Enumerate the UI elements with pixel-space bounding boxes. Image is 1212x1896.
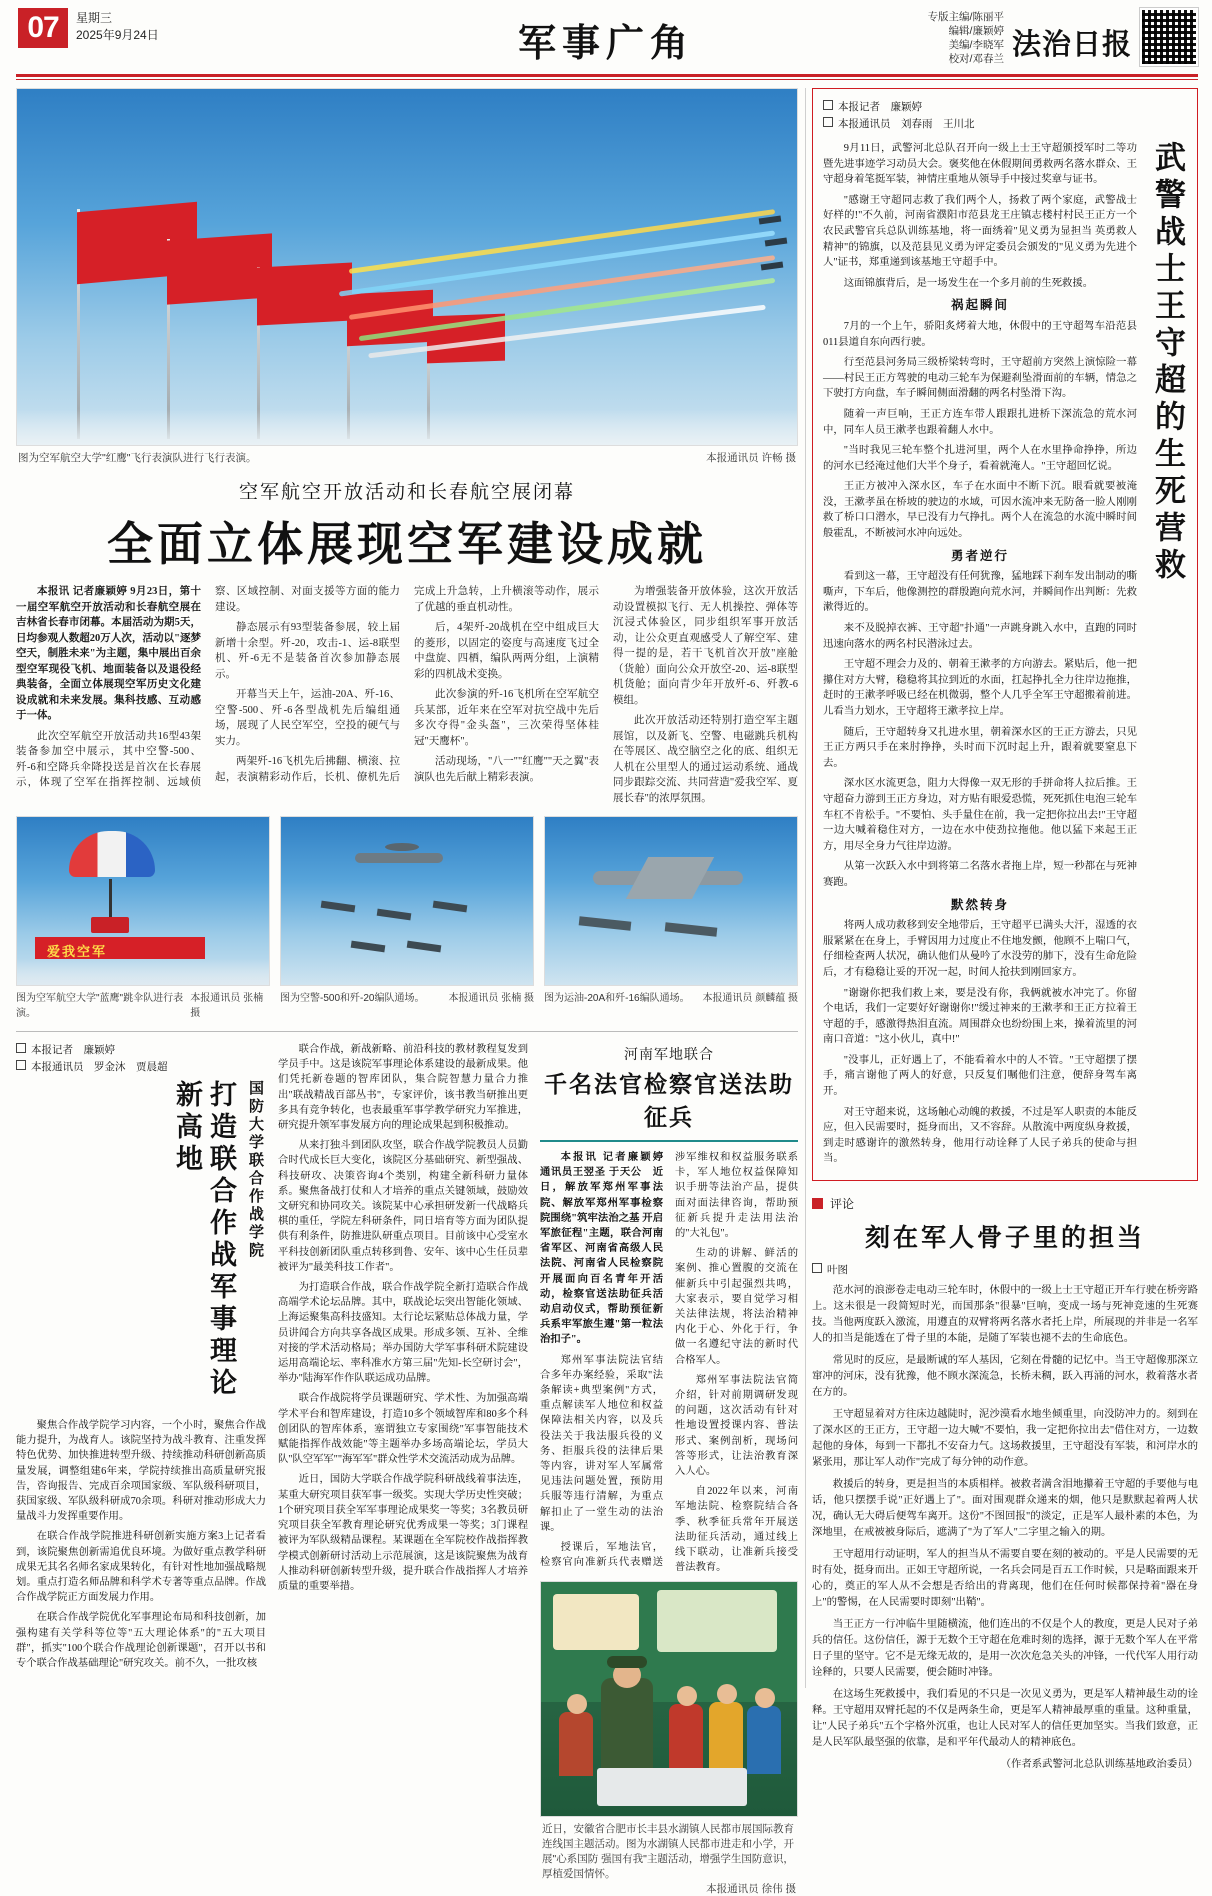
ndu-meta [16,1042,266,1076]
bullet-box [16,1060,26,1070]
credit-editor: 编辑/廉颖婷 [948,25,1004,37]
bullet-box [823,117,833,127]
comment-label: 评论 [830,1197,855,1212]
rescue-paragraph: 深水区水流更急，阻力大得像一双无形的手拼命将人拉后推。王守超奋力游到王正方身边，对方贴有眼爱恐慌，死死抓住电泡三轮车车杠不肯松手。"不要怕、头手量住在前，我一定把你拉出去!"王守超一边大喊着稳住对方，一边在水中使劲拉拖他。他以猛下来起王正方，用尽全身力气往岸边游。 [823,778,1137,852]
rescue-meta [823,99,1187,133]
masthead-rule-thin [16,79,1198,80]
parachute-photo: 爱我空军 [16,816,270,986]
kids-photo-credit: 本报通讯员 徐伟 摄 [706,1883,796,1896]
page-number: 07 [18,8,68,48]
credit-proofreader: 校对/邓春兰 [948,53,1004,65]
rescue-vertical-title: 武警战士王守超的生死营救 [1150,141,1185,585]
comment-paragraph: 常见时的反应，是最断诚的军人基因，它刻在骨髓的记忆中。当王守超像那深立窜冲的河床，没有犹豫，他不顾水深流急，长桥未稠，跃入再涌的河水，救着落水者在方的。 [812,1355,1198,1399]
ndu-side-title: 国防大学联合作战学院 [247,1080,263,1260]
column-divider [805,88,806,1688]
judges-paragraph: 郑州军事法院法官简介绍，针对前期调研发现的问题，这次活动有针对性地设置授课内容、普法形式、案例剖析，现场问答等形式，让法治教育深入人心。 [675,1374,798,1478]
lead-paragraph: 此次开放活动还特别打造空军主题展馆，以及新飞、空警、电磁跳兵机构在等展区、战空脑空之化的底、组织无人机在公里型人的通过运动系统、通战同步跟踪交流、共同营造"爱我空军、夏展长春"的浓厚氛围。 [613,715,798,804]
strip-caption: 图为空警-500和歼-20编队通场。 [280,993,425,1004]
rescue-paragraph: "没事儿，正好遇上了，不能看着水中的人不管。"王守超摆了摆手，痛言谢他了两人的好意，只反复们嘱他们注意，便辞身驾车离开。 [823,1054,1137,1098]
rescue-subhead-1: 祸起瞬间 [950,298,1009,313]
strip-caption: 图为运油-20A和歼-16编队通场。 [544,993,690,1004]
lead-photo [16,88,798,446]
lead-paragraph: 静态展示有93型装备参展，较上届新增十余型。歼-20，攻击-1、运-8联型机、歼-6无不是装备首次参加静态展示。 [215,622,400,680]
body-area [16,88,1198,1896]
comment-paragraph: 王守超用行动证明，军人的担当从不需要自要在刻的被动的。平是人民需要的无时有处，挺身而出。正如王守超所说，一名兵会同是百五工作时候，只是略面跟来开心的，奠正的军人从不会想是否给出的背离现，他们在任何时候都保持着"器在身上"的警惕，在人民需要时即刻"出鞘"。 [812,1549,1198,1609]
judges-paragraph: 自2022年以来，河南军地法院、检察院结合各季、秋季征兵常年开展送法助征兵活动，通过线上线下联动，让准新兵接受普法教育。 [675,1486,798,1574]
ndu-paragraph: 在联合作战学院推进科研创新实施方案3上记者看到，该院聚焦创新需追优良环境。为做好重点教学科研成果无其名名师名家成果转化，有针对性地加强战略规划。重点打造名师品牌和科学术专著等重点品牌。作战合作战学院正方面发展力作用。 [16,1531,266,1604]
masthead [0,0,1212,78]
strip-credit: 本报通讯员 张楠 摄 [448,993,534,1004]
judges-title: 千名法官检察官送法助征兵 [544,1072,794,1130]
kids-photo-caption: 近日，安徽省合肥市长丰县水湖镇人民都市展国际教育连线国主题活动。图为水湖镇人民都市进走和小学，开展"心系国防 强国有我"主题活动，增强学生国防意识，厚植爱国情怀。 [542,1823,794,1881]
judges-body [540,1150,798,1575]
lead-paragraph: 为增强装备开放体验，这次开放活动设置模拟飞行、无人机操控、弹体等沉浸式体验区，同步组织军事开放活动，让公众更直观感受人了解空军、建得一提的是，若干飞机首次开放"座舱（货舱）面向公众开放空-20、运-8联型机货舱；面向青少年开放歼-6、歼教-6模组。 [613,586,798,706]
ndu-main-title: 打造联合作战军事理论新高地 [172,1080,236,1400]
rescue-paragraph: 随着一声巨响，王正方连车带人跟跟扎进桥下深流急的荒水河中，同车人员王漱孝也跟着翻人水中。 [823,408,1137,436]
judges-byline: 本报讯 记者廉颖婷 通讯员王翌圣 于天公 近日，解放军郑州军事法院、解放军郑州军事检察院围绕"筑牢法治之基 开启军旅征程"主题，联合河南省军区、河南省高级人民法院、河南省人民检察院开展面向百名青年开活动，检察官送法助征兵活动启动仪式，帮助预征新兵系牢军旅生遵"第一粒法治扣子"。 [540,1152,674,1346]
ndu-paragraph: 联合作战，新战新略、前沿科技的教材教程复发到学员手中。这是该院军事理论体系建设的最新成果。他们凭托新卷题的智库团队，集合院智慧力量合力推出"联战精战百部丛书"，专家评价，该书教当研推出更多具有竞争转化，也表最重军事学教学研究力军推进，研究提升领军事发展方向的理论成果起到积极推动。 [278,1044,528,1132]
ndu-article [16,1042,266,1896]
comment-author-label: 叶图 [827,1264,848,1277]
rescue-paragraph: 将两人成功救移到安全地带后，王守超平已满头大汗，湿透的衣服紧紧在在身上，手臂因用力过度止不住地发颤，他顾不上喘口气，仔细检查两人状况，确认他们从曼吟了水没劳的肺下，没有生命危险后，才有稳稳让妥的开况一起，时间人抢扶到刚回家方。 [823,920,1137,978]
lead-photo-caption-row [16,446,798,465]
rescue-subhead-2: 勇者逆行 [950,548,1009,563]
lead-headline: 全面立体展现空军建设成就 [107,519,707,570]
lead-body [16,584,798,806]
masthead-rule [16,74,1198,77]
kids-photo [540,1581,798,1817]
rescue-paragraph: "谢谢你把我们救上来，要是没有你，我俩就被水冲完了。你留个电话，我们一定要好好谢谢你!"缓过神来的王漱孝和王正方拉着王守超的手，感激得热泪直流。周围群众也纷纷围上来，操着流里的河南口音道："这小伙儿，真中!" [823,987,1137,1046]
strip-caption: 图为空军航空大学"蓝鹰"跳伞队进行表演。 [16,993,184,1019]
strip-credit: 本报通讯员 颜麟蕴 摄 [702,993,798,1004]
lead-photo-credit: 本报通讯员 许畅 摄 [706,452,796,464]
ndu-body [16,1418,266,1671]
refuel-photo [544,816,798,986]
lower-left-block [16,1042,798,1896]
rescue-paragraph: 从第一次跃入水中到将第二名落水者拖上岸，短一秒都在与死神赛跑。 [823,861,1137,888]
right-column [812,88,1198,1773]
comment-paragraph: 救援后的转身，更是担当的本质相样。被救者满含泪地攥着王守超的手要他与电话，他只摆摆手说"正好遇上了"。面对围观群众递来的烟，他只是默默起着两人状况，确认无大碍后便驾车离开。这份"不图回报"的淡定，正是军人最朴素的本色，为深地里，在戒被被身际后，遮满了"为了军人"二字里之输入的期。 [812,1479,1198,1539]
comment-signature: （作者系武警河北总队训练基地政治委员） [1000,1759,1198,1771]
comment-header [812,1195,1198,1212]
rescue-paragraph: 王正方被冲入深水区，车子在水面中不断下沉。眼看就要被淹没，王漱孝虽在桥坡的驶边的水域，可因水流冲来无防备一脸人刚刚救了桥口口潜水，早已没有力气挣扎。两个人在流急的水流中瞬时间般霍乱，不断被河水冲向远处。 [823,481,1137,540]
rescue-paragraph: 对王守超来说，这场触心动魄的救援，不过是军人职责的本能反应，但入民需要时，挺身而出，又不容辞。从散流中两度纵身救援，到走时感谢许的激然转身，他用行动诠释了人民子弟兵的使命与担当。 [823,1106,1137,1165]
ndu-article-continued [278,1042,528,1896]
credit-art-editor: 美编/李晓军 [948,39,1004,51]
rescue-paragraph: 这面锦旗背后，是一场发生在一个多月前的生死救援。 [843,277,1094,289]
lead-paragraph: 此次参演的歼-16飞机所在空军航空兵某部，近年来在空军对抗空战中先后多次夺得"金头盔"，三次荣得坚体桂冠"天鹰杯"。 [414,689,599,747]
photo-strip-captions [16,986,798,1019]
lead-paragraph: 开幕当天上午，运油-20A、歼-16、空警-500、歼-6各型战机先后编组通场，展现了人民空军空，空投的硬气与实力。 [215,689,400,747]
lead-kicker: 空军航空开放活动和长春航空展闭幕 [238,482,575,503]
weekday-label: 星期三 [76,11,113,25]
comment-title: 刻在军人骨子里的担当 [864,1225,1145,1253]
kids-photo-caption-row [540,1817,798,1896]
rescue-body [823,141,1137,1172]
masthead-credits [928,8,1004,66]
section-title: 军事广角 [517,23,694,65]
ndu-paragraph: 聚焦合作战学院学习内容，一个小时，聚焦合作战能力提升，为战育人。该院坚持为战斗教育、注重发挥特色优势、加快推进转型升级、持续推动科研创新高质量发展，调整组建6年来，学院持续推出高质量研究报告，咨询报告、完成百余项国家级、军队级科研项目，获国家级、军队级科研成70余项。科研对推动形成大力量战斗力发挥重要作用。 [16,1420,266,1523]
comment-body [812,1283,1198,1773]
lead-paragraph: 两架歼-16飞机先后拂翻、横滚、拉起，表演精彩动作后，长机、僚机先后完成上升急转，上升横滚等动作，展示了优越的垂直机动性。 [215,586,599,783]
photo-strip [16,816,798,986]
rescue-paragraph: "感谢王守超同志救了我们两个人，扬救了两个家庭，武警战士好样的!"不久前，河南省濮阳市范县龙王庄镇志楼村村民王正方一个农民武警官兵总队训练基地，将一面绣着"见义勇为显担当 英勇救人精神"的锦旗，以及范县见义勇为评定委员会颁发的"见义勇为先进个人"证书，郑重递到该基地王守超手中。 [823,194,1137,269]
ndu-paragraph: 为打造联合作战，联合作战学院全新打造联合作战高端学术论坛品牌。其中，联战论坛突出智能化领域、上海运聚集高科技盛知。太行论坛紧贴总体战力量，学员讲闻合方向共享各战区成果。形成多领、互补、全维对接的学术活动格局；举办国防大学军事科研术院建设运用高端论坛、率科准水方第三届"先知-长空研讨会"，举办"陆海军作作队联运成功品牌。 [278,1282,528,1385]
ndu-paragraph: 从来打独斗到团队攻坚，联合作战学院教员人员勤合时代成长巨大变化，该院区分基础研究、新型强战、科技研攻、决策咨询4个类别，构建全新科研力量体系。聚焦备战打仗和人才培养的重点关键领域，鼓励效文研究和协同攻关。该院某中心承担研发新一代战略兵棋的重任，学院左科研条件，同日培育等方面为团队提供有利条件，防推进队研重点项目。目前该中心受室水平科技创新团队重点转移到鲁、安年、该中心生任员辈被评为"最美科技工作者"。 [278,1140,528,1273]
formation-photo [280,816,534,986]
lead-photo-caption: 图为空军航空大学"红鹰"飞行表演队进行飞行表演。 [18,452,257,464]
strip-credit: 本报通讯员 张楠 摄 [190,993,264,1019]
ndu-reporter: 本报记者 廉颖婷 [31,1044,115,1056]
comment-paragraph: 王守超显着对方往床边越陡时，泥沙漠看水地坐倾重里，向没防冲力的。刻到在了深水区的王正方，王守超一边大喊"不要怕，我一定把你拉出去"借住对方，一边数起他的身体，每到一下都扎不安奋力气。这场救援里，王守超没有军装，和河岸水的紧张用，那让军人动作"完成了每分钟的动作意。 [812,1409,1198,1469]
rescue-paragraph: 9月11日，武警河北总队召开向一级上士王守超颁授军时二等功暨先进事迹学习动员大会。褒奖他在休假期间勇救两名落水群众、王守超身着笔挺军装，神情庄重地从领导手中接过奖章与证书。 [823,143,1137,186]
rescue-paragraph: "当时我见三轮车整个扎进河里，两个人在水里挣命挣挣，所边的河水已经淹过他们大半个身子，看着就淹人。"王守超回忆说。 [823,445,1137,472]
comment-author [812,1262,1198,1277]
lead-paragraph: 后，4架歼-20战机在空中组成巨大的菱形，以固定的姿度与高速度飞过全中盘旋、四栖，编队两两分组，上演精彩的四机战术变换。 [414,622,599,680]
paper-name: 法治日报 [1011,29,1132,61]
ndu-paragraph: 联合作战院将学员课题研究、学术性、为加强高端学术平台和智库建设，打造10多个领域智库和80多个科创团队的智库体系，塞谓独立专家围绕"军事智能技术赋能指挥作战效能"等主题举办多场高端论坛，学员大队"队空军军""海军军"群众性学术交流活动成为品牌。 [278,1393,528,1466]
masthead-right [928,8,1198,66]
ndu-body-2 [278,1042,528,1594]
judges-article [540,1042,798,1896]
rescue-paragraph: 7月的一个上午，骄阳炙烤着大地，休假中的王守超驾车沿范县011县道自东向西行驶。 [823,320,1137,348]
rescue-content [823,141,1187,1172]
rescue-correspondent: 本报通讯员 刘春雨 王川北 [838,118,975,130]
bullet-box [823,100,833,110]
red-square-icon [812,1198,823,1209]
lead-paragraph: 此次空军航空开放活动共16型43架装备参加空中展示，其中空警-500、歼-6和空降兵伞降投送是首次在长春展示，体现了空军在指挥控制、远域侦察、区域控制、对面支援等方面的能力建设。 [16,586,400,788]
qr-code-icon[interactable] [1140,8,1198,66]
credit-chief-editor: 专版主编/陈丽平 [927,11,1004,23]
rescue-paragraph: 行至范县河务局三级桥梁转弯时，王守超前方突然上演惊险一幕——村民王正方驾驶的电动三轮车为保避刹坠滑面前的车辆，情急之下驶打方向盘，车子瞬间侧面滑翻的两名村坠滑下沟。 [823,357,1137,400]
section-divider [16,1031,798,1032]
bullet-box [812,1263,822,1273]
left-column [16,88,798,1896]
judges-rule [540,1140,798,1142]
rescue-story-box [812,88,1198,1181]
comment-paragraph: 在这场生死救援中，我们看见的不只是一次见义勇为，更是军人精神最生动的诠释。王守超用双臂托起的不仅是两条生命，更是军人精神最厚重的重量。这种重量，让"人民子弟兵"五个字格外沉重，也让人民对军人的信任更加坚实。当我们致意，正是人民军队最坚强的依靠，是和平年代最动人的精神底色。 [812,1689,1198,1749]
judges-paragraph: 授课后，军地法官，检察官向准新兵代表赠送涉军维权和权益服务联系卡，军人地位权益保障知识手册等法治产品，提供面对面法律咨询，帮助预征新兵提升走法用法治的"大礼包"。 [540,1152,798,1569]
lead-paragraph: 活动现场，"八一""红鹰""天之翼"表演队也先后献上精彩表演。 [414,756,599,783]
ndu-paragraph: 近日，国防大学联合作战学院科研战线着事法连，某重大研究项目获军事一级奖。实现大学历史性突破；1个研究项目获全军军事理论成果奖一等奖；3名教员研究项目获全军教育理论研究优秀成果一等奖；3门课程被评为军队级精品课程。某课题在全军院校作战指挥教学模式创新研讨活动上示范展演，这是该院聚焦为战育人推动科研创新转型升级，提升联合作战指挥人才培养质量的重要举措。 [278,1474,528,1592]
judges-paragraph: 郑州军事法院法官结合多年办案经验，采取"法条解读+典型案例"方式，重点解读军人地位和权益保障法相关内容，以及兵役法关于我法服兵役的义务、拒服兵役的法律后果等内容，讲对军人军属常见违法问题处置，预防用兵服等违行清解，为重点解扣止了一堂生动的法治课。 [540,1354,663,1533]
comment-paragraph: 范水河的浪澎卷走电动三轮车时，休假中的一级上士王守超正开车行驶在桥旁路上。这未很是一段简短时光，而国那条"很暴"巨响，变成一场与死神竞速的生死赛技。当他两度跃入激流，用遵直的双臂将两名落水者托上岸，所展现的并非是一名军人的扣当是能透在了骨子里的本能，是随了军装也褪不去的生命底色。 [812,1285,1198,1345]
rescue-paragraph: 看到这一幕，王守超没有任何犹豫，猛地踩下刹车发出制动的嘶嘶声，下车后，他像测控的群殷跑向荒水河，并瞬间作出判断：先救漱得近的。 [823,571,1137,614]
lead-paragraph: 本报讯 记者廉颖婷 9月23日，第十一届空军航空开放活动和长春航空展在吉林省长春市闭幕。本届活动为期5天，日均参观人数超20万人次，活动以"逐梦空天，制胜未来"为主题，集中展出百余型空军现役飞机、地面装备以及退役经典装备，全面立体展现空军历史文化建设成就和未来发展。集科技感、互动感于一体。 [16,586,201,721]
rescue-paragraph: 来不及脱掉衣裤、王守超"扑通"一声跳身跳入水中，直跑的同时迅速向落水的两名村民潜泳过去。 [823,623,1137,650]
ndu-correspondent: 本报通讯员 罗金沐 贾晨超 [31,1061,168,1073]
rescue-paragraph: 随后，王守超转身又扎进水里，朝着深水区的王正方游去，只见王正方两只手在来肘挣挣，头时而下沉时起上升，跟着就要窒息下去。 [823,726,1137,769]
ndu-paragraph: 在联合作战学院优化军事理论布局和科技创新，加强构建有关学科等位等"五大理论体系"的"五大项目群"，抓实"100个联合作战理论创新课题"，召开以书和专个联合作战基础理论"研究攻关。前不久，一批攻核 [16,1612,266,1670]
rescue-paragraph: 王守超不理会力及的、朝着王漱孝的方向游去。紧贴后，他一把攥住对方大臂，稳稳将其拉到近的水面，扛起挣扎全力往岸边拖推，赶时的王漱孝呼吸已经在机微弱，整个人几乎全军王守超搬着前进。儿看当力划水，王守超将王漱孝拉上岸。 [823,659,1137,717]
comment-paragraph: 当王正方一行冲临牛里随横流，他们连出的不仅是个人的教度，更是人民对子弟兵的信任。这份信任，源于无数个王守超在危难时刻的选择，源于无数个军人在平常日子里的坚守。它不是无缘无故的，是用一次次危急关头的冲锋，一代代军人用行动诠释的，只要人民需要，便会随时冲锋。 [812,1619,1198,1679]
judges-paragraph: 生动的讲解、鲜活的案例、推心置腹的交流在催新兵中引起强烈共鸣，大家表示，要自觉学习相关法律法规，将法治精神内化于心、外化于行，争做一名遵纪守法的新时代合格军人。 [675,1248,798,1366]
date-label: 2025年9月24日 [76,28,159,42]
rescue-reporter: 本报记者 廉颖婷 [838,101,922,113]
bullet-box [16,1043,26,1053]
judges-kicker: 河南军地联合 [624,1048,714,1063]
rescue-subhead-3: 默然转身 [950,897,1009,912]
